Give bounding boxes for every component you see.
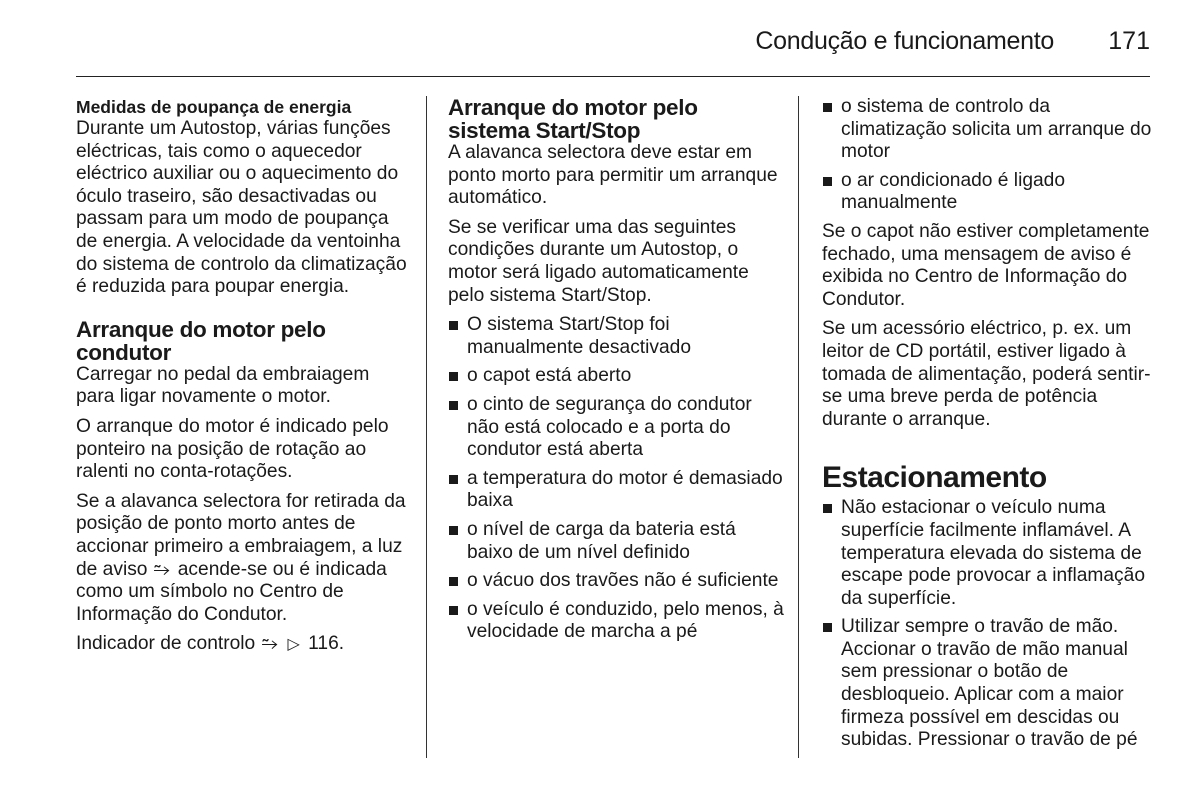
conditions-list	[448, 314, 784, 644]
bullet-square-icon	[449, 321, 458, 330]
subheading-energy-saving: Medidas de poupança de energia	[76, 97, 352, 117]
list-item: o cinto de segurança do condutor não está colocado e a porta do condutor está aberta	[448, 394, 784, 462]
paragraph-energy-saving: Durante um Autostop, várias funções eléctricas, tais como o aquecedor eléctrico auxiliar ou o aquecimento do óculo traseiro, são desactivadas ou passam para um modo de poupança de energia. A velocidade da ventoinha do sistema de controlo da climatização é reduzida para poupar energia.	[76, 118, 407, 298]
column-divider-right	[798, 96, 799, 758]
running-header-title: Condução e funcionamento	[755, 27, 1054, 55]
paragraph-warning-light	[76, 491, 412, 627]
page-number: 171	[1108, 27, 1150, 55]
page-reference-icon: ▷	[287, 636, 300, 654]
paragraph-control-indicator	[76, 633, 412, 657]
heading-parking: Estacionamento	[822, 461, 1047, 495]
bullet-square-icon	[449, 577, 458, 586]
column-middle	[448, 96, 784, 650]
bullet-square-icon	[449, 401, 458, 410]
bullet-square-icon	[823, 504, 832, 513]
column-right	[822, 96, 1154, 758]
engine-wrench-icon: ⥲	[153, 559, 170, 579]
list-item: Utilizar sempre o travão de mão. Accionar o travão de mão manual sem pressionar o botão de desbloqueio. Aplicar com a maior firmeza possível em descidas ou subidas. Pressionar o travão de pé	[822, 616, 1154, 752]
list-item: o vácuo dos travões não é suficiente	[448, 570, 784, 593]
warning-text-end: acende-se ou é indicada como um símbolo no Centro de Informação do Condutor.	[76, 558, 387, 625]
list-item: Não estacionar o veículo numa superfície facilmente inflamável. A temperatura elevada do sistema de escape pode provocar a inflamação da superfície.	[822, 497, 1154, 610]
indicator-label: Indicador de controlo	[76, 633, 256, 655]
bullet-square-icon	[449, 526, 458, 535]
warning-text-start: Se a alavanca selectora for retirada da posição de ponto morto antes de accionar primeiro a embraiagem, a luz de aviso	[76, 490, 406, 580]
paragraph-tachometer: O arranque do motor é indicado pelo ponteiro na posição de rotação ao ralenti no conta-rotações.	[76, 415, 389, 483]
list-item: o sistema de controlo da climatização solicita um arranque do motor	[822, 96, 1154, 164]
bullet-square-icon	[449, 372, 458, 381]
bullet-square-icon	[823, 623, 832, 632]
conditions-list-continued	[822, 96, 1154, 215]
parking-list	[822, 497, 1154, 752]
engine-wrench-icon: ⥲	[261, 634, 278, 654]
bullet-square-icon	[823, 177, 832, 186]
column-left	[76, 96, 412, 664]
paragraph-neutral: A alavanca selectora deve estar em ponto morto para permitir um arranque automático.	[448, 142, 778, 209]
list-item: o capot está aberto	[448, 365, 784, 388]
bullet-square-icon	[449, 475, 458, 484]
list-item: o ar condicionado é ligado manualmente	[822, 170, 1154, 215]
paragraph-accessory: Se um acessório eléctrico, p. ex. um leitor de CD portátil, estiver ligado à tomada de alimentação, poderá sentir-se uma breve perda de potência durante o arranque.	[822, 318, 1151, 430]
heading-driver-restart: Arranque do motor pelo condutor	[76, 316, 326, 365]
page-reference-number: 116.	[308, 633, 345, 655]
bullet-square-icon	[823, 103, 832, 112]
page-header	[76, 22, 1150, 77]
paragraph-clutch: Carregar no pedal da embraiagem para ligar novamente o motor.	[76, 363, 370, 408]
paragraph-bonnet-warning: Se o capot não estiver completamente fechado, uma mensagem de aviso é exibida no Centro de Informação do Condutor.	[822, 220, 1150, 310]
list-item: a temperatura do motor é demasiado baixa	[448, 468, 784, 513]
paragraph-conditions: Se se verificar uma das seguintes condições durante um Autostop, o motor será ligado automaticamente pelo sistema Start/Stop.	[448, 216, 749, 306]
list-item: o nível de carga da bateria está baixo de um nível definido	[448, 519, 784, 564]
list-item: o veículo é conduzido, pelo menos, à velocidade de marcha a pé	[448, 599, 784, 644]
heading-start-stop-restart: Arranque do motor pelo sistema Start/Stop	[448, 95, 698, 143]
bullet-square-icon	[449, 606, 458, 615]
column-divider-left	[426, 96, 427, 758]
list-item: O sistema Start/Stop foi manualmente desactivado	[448, 314, 784, 359]
